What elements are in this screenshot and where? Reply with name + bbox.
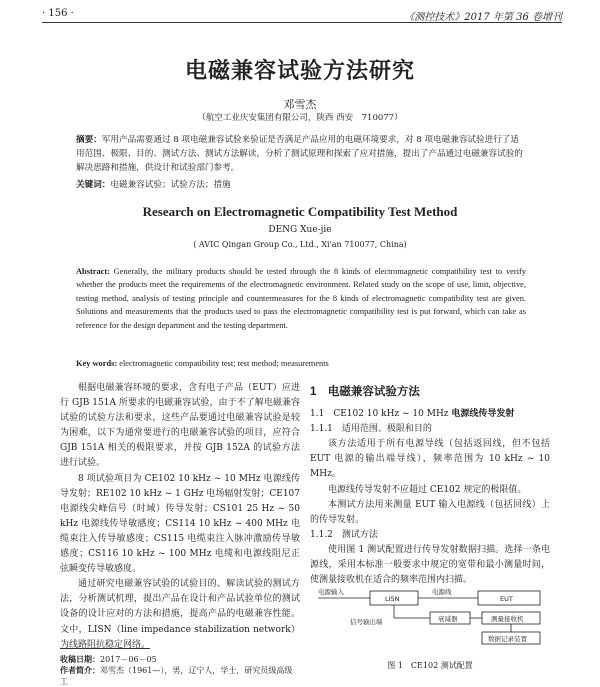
- label-recorder: 数据记录装置: [488, 635, 527, 643]
- abstract-cn: [76, 133, 526, 175]
- subsection-1-1-1: 1.1.1 适用范围、极限和目的: [310, 424, 432, 435]
- abstract-cn-text: 军用产品需要通过 8 项电磁兼容试验来验证是否满足产品应用的电磁环境要求，对 8 项电磁兼容试验进行了适用范围、极限、目的、测试方法、测试方法解读，分析了测试原理和探索了应对措施，提出了产品通过电磁兼容试验的解决思路和措施，供设计和试验部门参考。: [76, 135, 523, 173]
- label-receiver: 测量接收机: [491, 615, 524, 623]
- section-paragraph-2: 电源线传导发射不应超过 CE102 规定的极限值。: [328, 484, 527, 495]
- subsection-1-1-title: 电源线传导发射: [451, 408, 515, 419]
- label-lisn: LISN: [385, 595, 400, 603]
- affiliation-cn: （航空工业庆安集团有限公司，陕西 西安 710077）: [197, 113, 403, 123]
- label-power-line: 电源线: [432, 588, 452, 596]
- keywords-en-label: Key words:: [76, 359, 118, 368]
- keywords-en-text: electromagnetic compatibility test; test method; measurements: [117, 359, 329, 368]
- abstract-en: [76, 265, 526, 332]
- right-column: [310, 381, 550, 588]
- section-paragraph-4: 使用图 1 测试配置进行传导发射数据扫描。选择一条电源线，采用本标准一般要求中规定的宽带和最小测量时间，使测量接收机在适合的频率范围内扫描。: [310, 544, 550, 586]
- abstract-cn-label: 摘要：: [76, 135, 102, 145]
- left-column: [60, 381, 300, 653]
- running-header: [42, 6, 562, 23]
- author-en: DENG Xue-jie: [268, 225, 332, 235]
- section-paragraph-1: 该方法适用于所有电源导线（包括返回线，但不包括 EUT 电源的输出端导线），频率范围为 10 kHz ~ 10 MHz。: [310, 439, 550, 480]
- keywords-cn-text: 电磁兼容试验；试验方法；措施: [110, 180, 231, 190]
- author-cn: 邓雪杰: [283, 98, 317, 111]
- author-info: 邓雪杰（1961—），男，辽宁人，学士，研究员级高级工: [60, 666, 293, 686]
- footnote-rule: [60, 648, 150, 649]
- abstract-en-text: Generally, the military products should be tested through the 8 kinds of electromagnetic compatibility test to verify whether the products meet the requirements of the electromagnetic environment. Related study on the scope of use, limit, objective, testing method, analysis of testing principle and countermeasures for the 8 kinds of electromagnetic compatibility test are given. Solutions and measurements that the products used to pass the electromagnetic compatibility test is put forward, which can take as reference for the design department and the testing department.: [76, 267, 526, 330]
- intro-paragraph-1: 根据电磁兼容环境的要求，含有电子产品（EUT）应进行 GJB 151A 所要求的电磁兼容试验，由于不了解电磁兼容试验的试验方法和要求，这些产品要通过电磁兼容试验是较为困难，以下为通常要进行的电磁兼容试验的项目，应符合 GJB 151A 相关的极限要求，并按 GJB 152A 的试验方法进行试验。: [60, 383, 300, 469]
- received-date: 2017－06－05: [100, 655, 157, 664]
- ce102-test-diagram: [310, 584, 550, 664]
- label-power-input: 电源输入: [318, 588, 344, 596]
- section-1-heading: 1 电磁兼容试验方法: [310, 386, 420, 398]
- journal-name: 《测控技术》2017 年第 36 卷增刊: [404, 12, 562, 23]
- keywords-cn-label: 关键词：: [76, 180, 111, 190]
- intro-paragraph-3: 通过研究电磁兼容试验的试验目的、解读试验的测试方法，分析测试机理，提出产品在设计和产品试验单位的测试设备的设计应对的方法和措施，提高产品的电磁兼容性能。文中，LISN（line impedance stabilization network）为线路阻抗稳定网络。: [60, 579, 300, 650]
- page-number: · 156 ·: [42, 8, 74, 19]
- label-attenuator: 衰减器: [438, 615, 458, 623]
- abstract-en-label: Abstract:: [76, 267, 110, 276]
- subsection-1-1-number: 1.1 CE102 10 kHz ~ 10 MHz: [310, 409, 452, 420]
- figure-caption: 图 1 CE102 测试配置: [387, 661, 473, 670]
- author-info-label: 作者简介：: [60, 665, 100, 675]
- label-eut: EUT: [500, 595, 513, 603]
- received-label: 收稿日期：: [60, 654, 100, 664]
- paper-title-cn: 电磁兼容试验方法研究: [184, 58, 415, 84]
- subsection-1-1: [310, 406, 550, 422]
- affiliation-en: ( AVIC Qingan Group Co., Ltd., Xi'an 710077, China): [193, 240, 407, 249]
- keywords-cn: [76, 178, 526, 190]
- section-paragraph-3: 本测试方法用来测量 EUT 输入电源线（包括回线）上的传导发射。: [310, 499, 550, 525]
- keywords-en: [76, 359, 526, 368]
- label-signal-out: 信号输出端: [350, 618, 383, 626]
- footnote: [60, 654, 300, 687]
- paper-title-en: Research on Electromagnetic Compatibility Test Method: [142, 204, 458, 219]
- intro-paragraph-2: 8 项试验项目为 CE102 10 kHz ~ 10 MHz 电源线传导发射；RE102 10 kHz ~ 1 GHz 电场辐射发射；CE107 电源线尖峰信号（时域）传导发射；CS101 25 Hz ~ 50 kHz 电源线传导敏感度；CS114 10 kHz ~ 400 MHz 电缆束注入传导敏感度；CS115 电缆束注入脉冲激励传导敏感度；CS116 10 kHz ~ 100 MHz 电缆和电源线阻尼正弦瞬变传导敏感度。: [60, 473, 300, 575]
- subsection-1-1-2: 1.1.2 测试方法: [310, 529, 378, 540]
